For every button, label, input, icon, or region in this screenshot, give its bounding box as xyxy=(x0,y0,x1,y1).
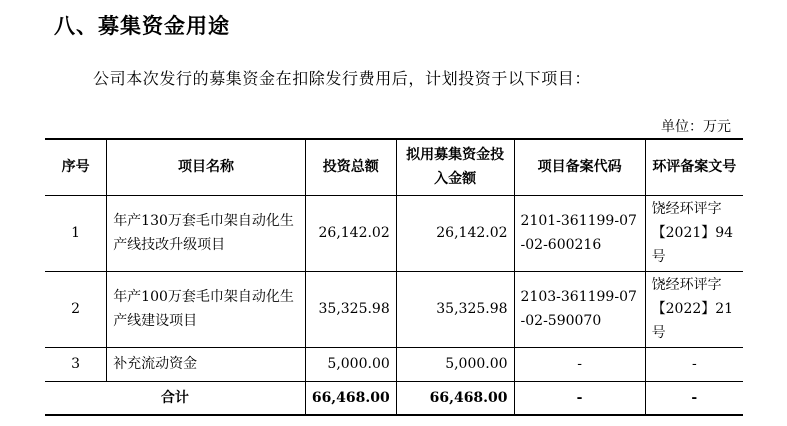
table-row xyxy=(45,195,743,271)
table-row xyxy=(45,347,743,381)
unit-label: 单位：万元 xyxy=(661,119,731,135)
total-env: - xyxy=(645,381,743,415)
cell-env: 饶经环评字【2022】21号 xyxy=(645,271,743,347)
cell-code: 2103-361199-07-02-590070 xyxy=(514,271,645,347)
cell-total: 26,142.02 xyxy=(305,195,396,271)
cell-raised: 26,142.02 xyxy=(396,195,514,271)
cell-name: 年产100万套毛巾架自动化生产线建设项目 xyxy=(107,271,306,347)
total-total: 66,468.00 xyxy=(305,381,396,415)
section-heading: 八、募集资金用途 xyxy=(54,14,230,38)
cell-raised: 5,000.00 xyxy=(396,347,514,381)
header-raised: 拟用募集资金投入金额 xyxy=(396,139,514,195)
fund-use-table xyxy=(45,138,743,416)
cell-name: 年产130万套毛巾架自动化生产线技改升级项目 xyxy=(107,195,306,271)
header-code: 项目备案代码 xyxy=(514,139,645,195)
table-row xyxy=(45,271,743,347)
header-env: 环评备案文号 xyxy=(645,139,743,195)
cell-env: - xyxy=(645,347,743,381)
cell-raised: 35,325.98 xyxy=(396,271,514,347)
cell-total: 5,000.00 xyxy=(305,347,396,381)
cell-name: 补充流动资金 xyxy=(107,347,306,381)
header-name: 项目名称 xyxy=(107,139,306,195)
cell-code: 2101-361199-07-02-600216 xyxy=(514,195,645,271)
total-raised: 66,468.00 xyxy=(396,381,514,415)
intro-paragraph: 公司本次发行的募集资金在扣除发行费用后，计划投资于以下项目： xyxy=(93,69,592,88)
total-code: - xyxy=(514,381,645,415)
cell-code: - xyxy=(514,347,645,381)
table-total-row xyxy=(45,381,743,415)
cell-no: 1 xyxy=(45,195,107,271)
total-label: 合计 xyxy=(45,381,305,415)
table-header-row xyxy=(45,139,743,195)
cell-total: 35,325.98 xyxy=(305,271,396,347)
cell-env: 饶经环评字【2021】94号 xyxy=(645,195,743,271)
header-total: 投资总额 xyxy=(305,139,396,195)
cell-no: 3 xyxy=(45,347,107,381)
header-no: 序号 xyxy=(45,139,107,195)
cell-no: 2 xyxy=(45,271,107,347)
